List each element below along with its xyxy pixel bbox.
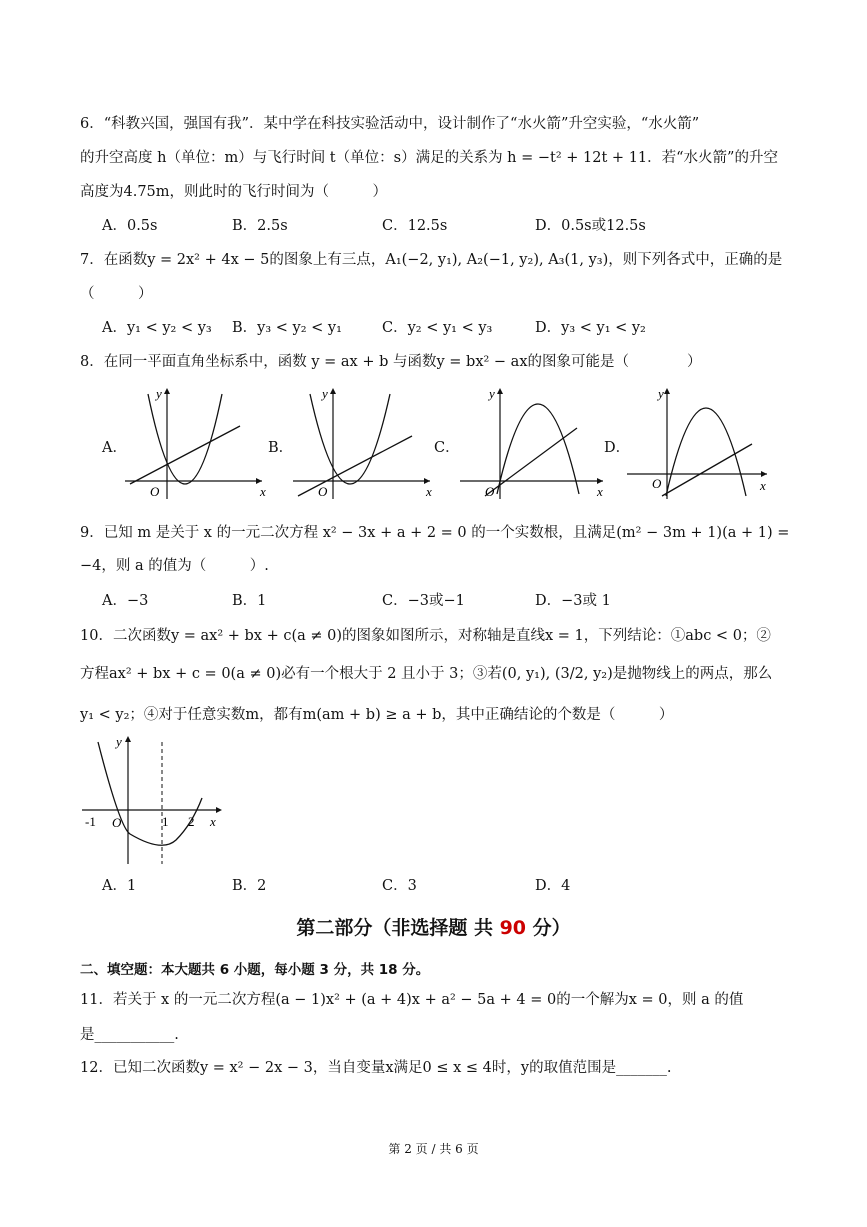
section-score: 90: [499, 917, 527, 939]
q8-option-c: C．: [434, 440, 460, 456]
q6-option-d: D．0.5s或12.5s: [535, 218, 646, 234]
svg-text:O: O: [485, 484, 495, 499]
q10-option-c: C．3: [382, 878, 417, 894]
section-intro: 二、填空题：本大题共 6 小题，每小题 3 分，共 18 分。: [80, 962, 430, 978]
q11-line2: 是___________.: [80, 1027, 179, 1043]
q9-option-d: D．−3或 1: [535, 593, 611, 609]
q10-line3: y₁ < y₂；④对于任意实数m，都有m(am + b) ≥ a + b，其中正确结论的个数是（ ）: [80, 707, 674, 723]
svg-text:O: O: [112, 815, 122, 830]
svg-text:x: x: [597, 484, 603, 499]
q8-option-d: D．: [604, 440, 631, 456]
svg-text:x: x: [760, 478, 766, 493]
q8-option-a: A．: [102, 440, 127, 456]
q8-line1: 8．在同一平面直角坐标系中，函数 y = ax + b 与函数y = bx² − ax的图象可能是（ ）: [80, 354, 702, 370]
q10-line1: 10．二次函数y = ax² + bx + c(a ≠ 0)的图象如图所示，对称轴是直线x = 1，下列结论：①abc < 0；②: [80, 628, 771, 644]
q6-line1: 6．“科教兴国，强国有我”．某中学在科技实验活动中，设计制作了“水火箭”升空实验，“水火箭”: [80, 116, 700, 132]
svg-text:-1: -1: [85, 814, 96, 829]
q6-option-c: C．12.5s: [382, 218, 448, 234]
q9-line2: −4，则 a 的值为（ ）.: [80, 558, 269, 574]
q10-option-b: B．2: [232, 878, 267, 894]
q6-option-b: B．2.5s: [232, 218, 288, 234]
q12-line1: 12．已知二次函数y = x² − 2x − 3，当自变量x满足0 ≤ x ≤ 4时，y的取值范围是_______.: [80, 1060, 672, 1076]
line: [130, 426, 240, 484]
svg-text:y: y: [658, 386, 664, 401]
svg-text:y: y: [489, 386, 495, 401]
svg-text:x: x: [260, 484, 266, 499]
q8-graph-a: [120, 384, 270, 502]
q6-option-a: A．0.5s: [102, 218, 158, 234]
q9-option-c: C．−3或−1: [382, 593, 465, 609]
q8-graph-c: [455, 384, 610, 502]
svg-text:O: O: [652, 476, 662, 491]
svg-text:1: 1: [162, 814, 169, 829]
q10-option-a: A．1: [102, 878, 137, 894]
q11-line1: 11．若关于 x 的一元二次方程(a − 1)x² + (a + 4)x + a² − 5a + 4 = 0的一个解为x = 0，则 a 的值: [80, 992, 744, 1008]
q9-option-b: B．1: [232, 593, 267, 609]
q9-line1: 9．已知 m 是关于 x 的一元二次方程 x² − 3x + a + 2 = 0 的一个实数根，且满足(m² − 3m + 1)(a + 1) =: [80, 525, 790, 541]
q7-line2: （ ）: [80, 286, 153, 302]
q10-graph: [80, 728, 230, 868]
parabola: [148, 394, 222, 484]
q8-option-b: B．: [268, 440, 294, 456]
q7-option-b: B．y₃ < y₂ < y₁: [232, 320, 342, 336]
section-heading: 第二部分（非选择题 共 90 分）: [296, 917, 571, 939]
svg-text:x: x: [426, 484, 432, 499]
svg-text:O: O: [318, 484, 328, 499]
svg-text:y: y: [322, 386, 328, 401]
svg-text:2: 2: [188, 814, 195, 829]
svg-text:x: x: [210, 814, 216, 829]
q6-line3: 高度为4.75m，则此时的飞行时间为（ ）: [80, 184, 388, 200]
q7-line1: 7．在函数y = 2x² + 4x − 5的图象上有三点，A₁(−2, y₁), A₂(−1, y₂), A₃(1, y₃)，则下列各式中，正确的是: [80, 252, 783, 268]
q10-line2: 方程ax² + bx + c = 0(a ≠ 0)必有一个根大于 2 且小于 3；③若(0, y₁), (3/2, y₂)是抛物线上的两点，那么: [80, 666, 773, 682]
q7-option-a: A．y₁ < y₂ < y₃: [102, 320, 212, 336]
svg-text:O: O: [150, 484, 160, 499]
q7-option-c: C．y₂ < y₁ < y₃: [382, 320, 493, 336]
q8-graph-b: [288, 384, 438, 502]
q9-option-a: A．−3: [102, 593, 149, 609]
q7-option-d: D．y₃ < y₁ < y₂: [535, 320, 646, 336]
q10-option-d: D．4: [535, 878, 571, 894]
page-footer: 第 2 页 / 共 6 页: [388, 1142, 479, 1156]
svg-text:y: y: [116, 734, 122, 749]
q8-graph-d: [622, 384, 772, 502]
q6-line2: 的升空高度 h（单位：m）与飞行时间 t（单位：s）满足的关系为 h = −t² + 12t + 11．若“水火箭”的升空: [80, 150, 778, 166]
svg-text:y: y: [156, 386, 162, 401]
